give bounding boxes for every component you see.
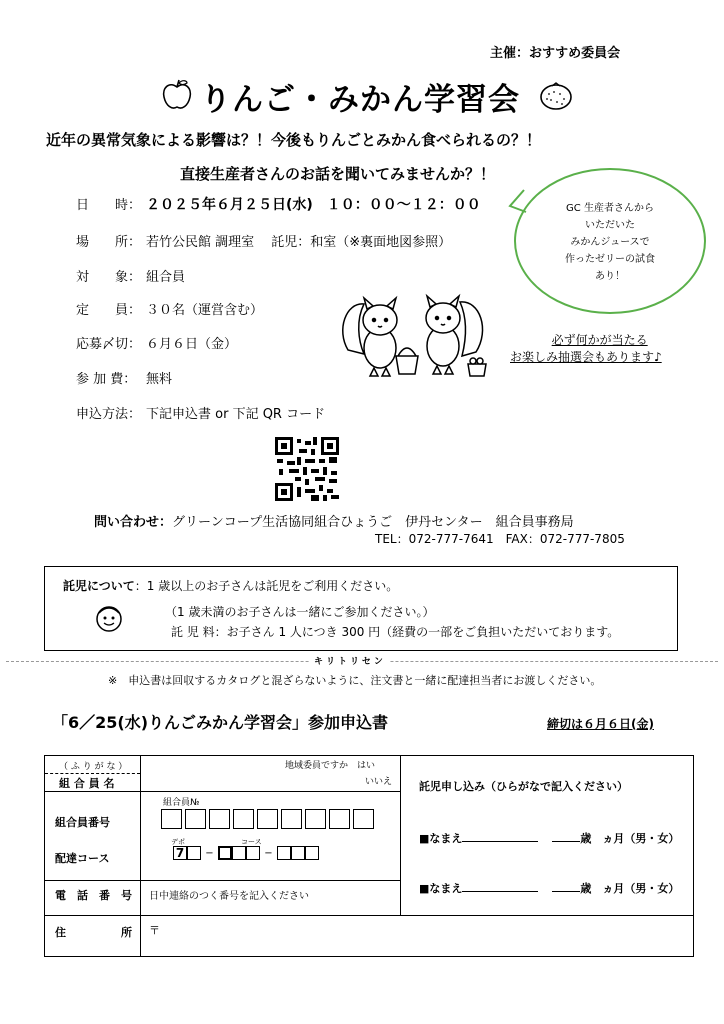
lead-invitation: 直接生産者さんのお話を聞いてみませんか？！ [180, 165, 496, 183]
mandarin-icon [538, 78, 574, 112]
detail-apply-method: 申込方法： 下記申込書 or 下記 QR コード [76, 407, 326, 422]
submission-note: ※ 申込書は回収するカタログと混ざらないように、注文書と一緒に配達担当者にお渡しください。 [108, 674, 602, 687]
page-title: りんご・みかん学習会 [200, 82, 520, 118]
contact-line [94, 511, 574, 530]
tasting-bubble [514, 168, 706, 314]
title-row [160, 72, 580, 118]
bubble-line: いただいた [585, 220, 635, 231]
childcare-line-1 [63, 577, 398, 594]
lead-question: 近年の異常気象による影響は？！今後もりんごとみかん食べられるの？！ [46, 131, 542, 149]
address-label: 住 所 [55, 926, 132, 939]
lottery-line-2: お楽しみ抽選会もあります♪ [510, 350, 662, 364]
contact-phones: TEL：072-777-7641 FAX：072-777-7805 [375, 532, 625, 546]
form-title: 「6／25(水)りんごみかん学習会」参加申込書 [52, 713, 389, 732]
child-face-icon [93, 603, 125, 633]
form-deadline: 締切は６月６日(金) [547, 717, 654, 731]
contact-label: 問い合わせ： [94, 515, 173, 530]
member-number-input[interactable] [161, 809, 377, 829]
lottery-note [510, 332, 662, 366]
child-name-label: ■なまえ [419, 882, 463, 895]
member-number-small-label: 組合員№ [163, 798, 200, 808]
childcare-apply-title: 託児申し込み（ひらがなで記入ください） [419, 780, 628, 793]
area-committee-no: いいえ [365, 777, 393, 787]
bubble-line: GC 生産者さんから [566, 203, 654, 214]
organizer-text: 主催：おすすめ委員会 [490, 46, 621, 61]
child-age-label: 歳 ヵ月（男・女） [580, 882, 680, 895]
cut-label: キリトリセン [310, 654, 390, 667]
detail-deadline: 応募〆切： ６月６日（金） [76, 337, 238, 352]
qr-code[interactable] [275, 437, 339, 501]
detail-place: 場 所： 若竹公民館 調理室 託児：和室（※裏面地図参照） [76, 235, 452, 250]
detail-capacity: 定 員： ３０名（運営含む） [76, 303, 264, 318]
lottery-line-1: 必ず何かが当たる [551, 333, 648, 347]
child-2-row[interactable] [419, 880, 679, 896]
detail-date: 日 時： ２０２５年６月２５日(水) １０：００〜１２：００ [76, 197, 481, 213]
childcare-line-3: 託 児 料：お子さん 1 人につき 300 円（経費の一部をご負担いただいております。 [171, 625, 620, 639]
phone-hint: 日中連絡のつく番号を記入ください [149, 891, 309, 902]
member-name-input[interactable] [155, 764, 275, 784]
child-1-row[interactable] [419, 830, 679, 846]
delivery-course-input[interactable]: 7 − − [173, 846, 319, 860]
member-number-label: 組合員番号 [55, 816, 110, 829]
contact-org: グリーンコープ生活協同組合ひょうご 伊丹センター 組合員事務局 [172, 515, 574, 530]
area-committee-question: 地域委員ですか はい [285, 761, 376, 771]
furigana-label: （ ふ り が な ） [59, 762, 128, 772]
member-name-label: 組 合 員 名 [59, 777, 115, 790]
bubble-line: みかんジュースで [570, 237, 650, 248]
depot-value: 7 [173, 846, 187, 860]
delivery-course-label: 配達コース [55, 852, 110, 865]
childcare-label: 託児について [63, 579, 135, 593]
phone-label: 電 話 番 号 [55, 889, 132, 902]
detail-fee: 参 加 費： 無料 [76, 372, 173, 387]
childcare-box [44, 566, 678, 651]
application-form [44, 755, 694, 957]
detail-target: 対 象： 組合員 [76, 270, 186, 285]
childcare-line-2: （1 歳未満のお子さんは一緒にご参加ください。） [165, 605, 435, 619]
address-input[interactable] [165, 922, 675, 950]
phone-input[interactable] [149, 898, 389, 912]
childcare-text: ：1 歳以上のお子さんは託児をご利用ください。 [134, 579, 399, 593]
depot-label: デポ [171, 838, 185, 846]
child-name-label: ■なまえ [419, 832, 463, 845]
course-label: コース [241, 838, 262, 846]
bubble-line: あり！ [595, 271, 625, 282]
squirrels-illustration [340, 290, 500, 380]
address-postal-mark: 〒 [149, 924, 160, 937]
child-age-label: 歳 ヵ月（男・女） [580, 832, 680, 845]
bubble-line: 作ったゼリーの試食 [565, 254, 655, 265]
apple-icon [160, 78, 194, 112]
